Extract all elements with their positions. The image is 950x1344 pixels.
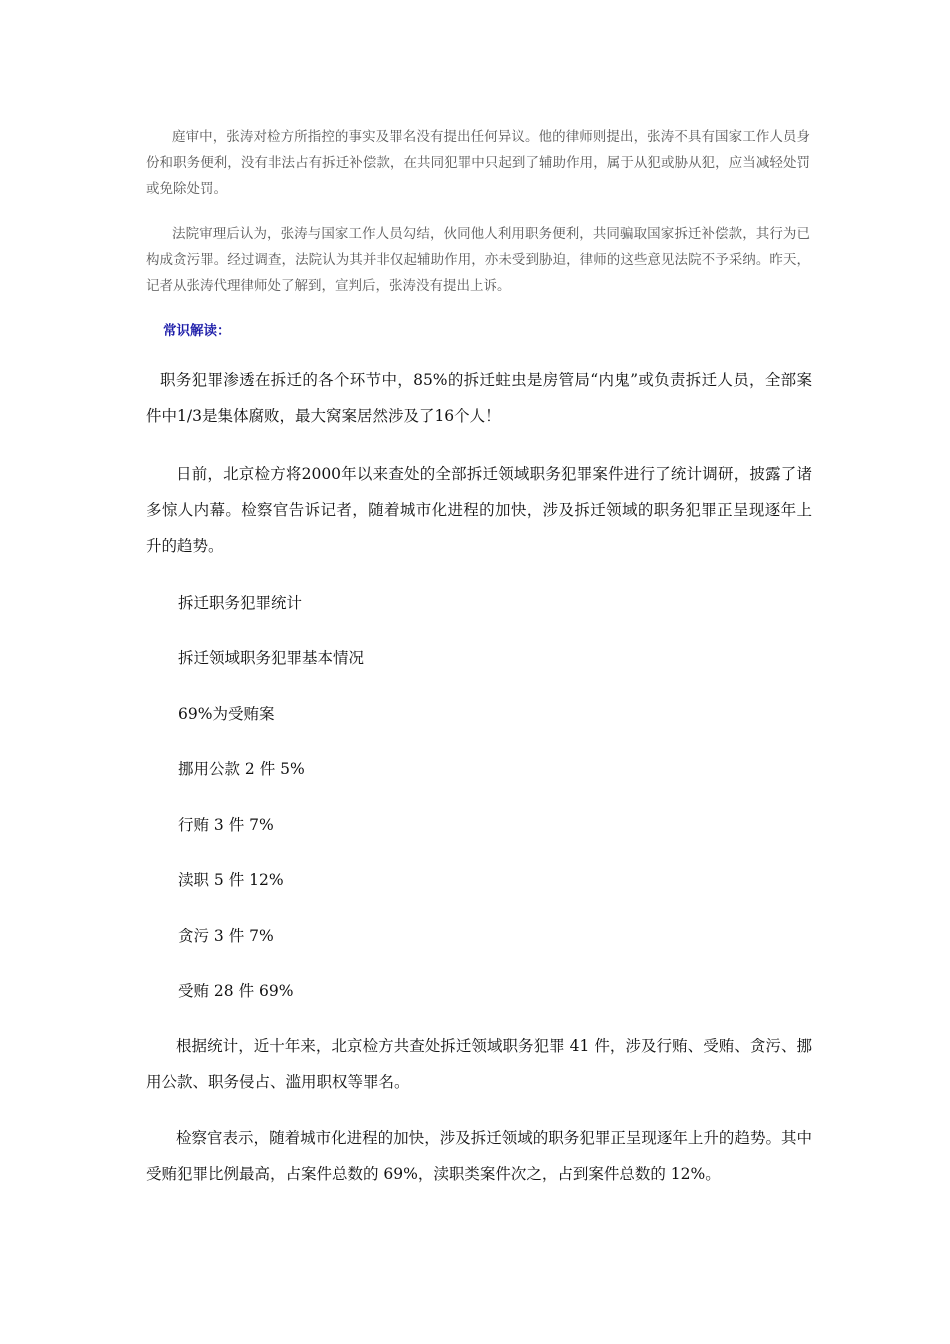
paragraph-statistics: 根据统计，近十年来，北京检方共查处拆迁领域职务犯罪 41 件，涉及行贿、受贿、贪污、挪用公款、职务侵占、滥用职权等罪名。	[146, 1037, 812, 1091]
paragraph-prosecutor: 检察官表示，随着城市化进程的加快，涉及拆迁领域的职务犯罪正呈现逐年上升的趋势。其中受贿犯罪比例最高，占案件总数的 69%，渎职类案件次之，占到案件总数的 12%。	[146, 1129, 812, 1183]
stats-subtitle: 拆迁领域职务犯罪基本情况	[178, 649, 365, 667]
stats-line: 行贿 3 件 7%	[178, 816, 274, 834]
paragraph-trial: 庭审中，张涛对检方所指控的事实及罪名没有提出任何异议。他的律师则提出，张涛不具有国家工作人员身份和职务便利，没有非法占有拆迁补偿款，在共同犯罪中只起到了辅助作用，属于从犯或胁从犯，应当减轻处罚或免除处罚。	[146, 129, 810, 197]
section-heading: 常识解读：	[163, 323, 231, 339]
stats-line: 69%为受贿案	[178, 705, 275, 723]
paragraph-survey: 日前，北京检方将2000年以来查处的全部拆迁领域职务犯罪案件进行了统计调研，披露了诸多惊人内幕。检察官告诉记者，随着城市化进程的加快，涉及拆迁领域的职务犯罪正呈现逐年上升的趋势。	[146, 465, 812, 555]
stats-line: 受贿 28 件 69%	[178, 982, 294, 1000]
stats-line: 挪用公款 2 件 5%	[178, 760, 305, 778]
stats-title: 拆迁职务犯罪统计	[178, 594, 303, 612]
stats-line: 贪污 3 件 7%	[178, 927, 274, 945]
stats-line: 渎职 5 件 12%	[178, 871, 284, 889]
paragraph-court-ruling: 法院审理后认为，张涛与国家工作人员勾结，伙同他人利用职务便利，共同骗取国家拆迁补偿款，其行为已构成贪污罪。经过调查，法院认为其并非仅起辅助作用，亦未受到胁迫，律师的这些意见法院不予采纳。昨天，记者从张涛代理律师处了解到，宣判后，张涛没有提出上诉。	[146, 226, 810, 294]
paragraph-intro: 职务犯罪渗透在拆迁的各个环节中，85%的拆迁蛀虫是房管局“内鬼”或负责拆迁人员，全部案件中1/3是集体腐败，最大窝案居然涉及了16个人！	[146, 371, 812, 425]
